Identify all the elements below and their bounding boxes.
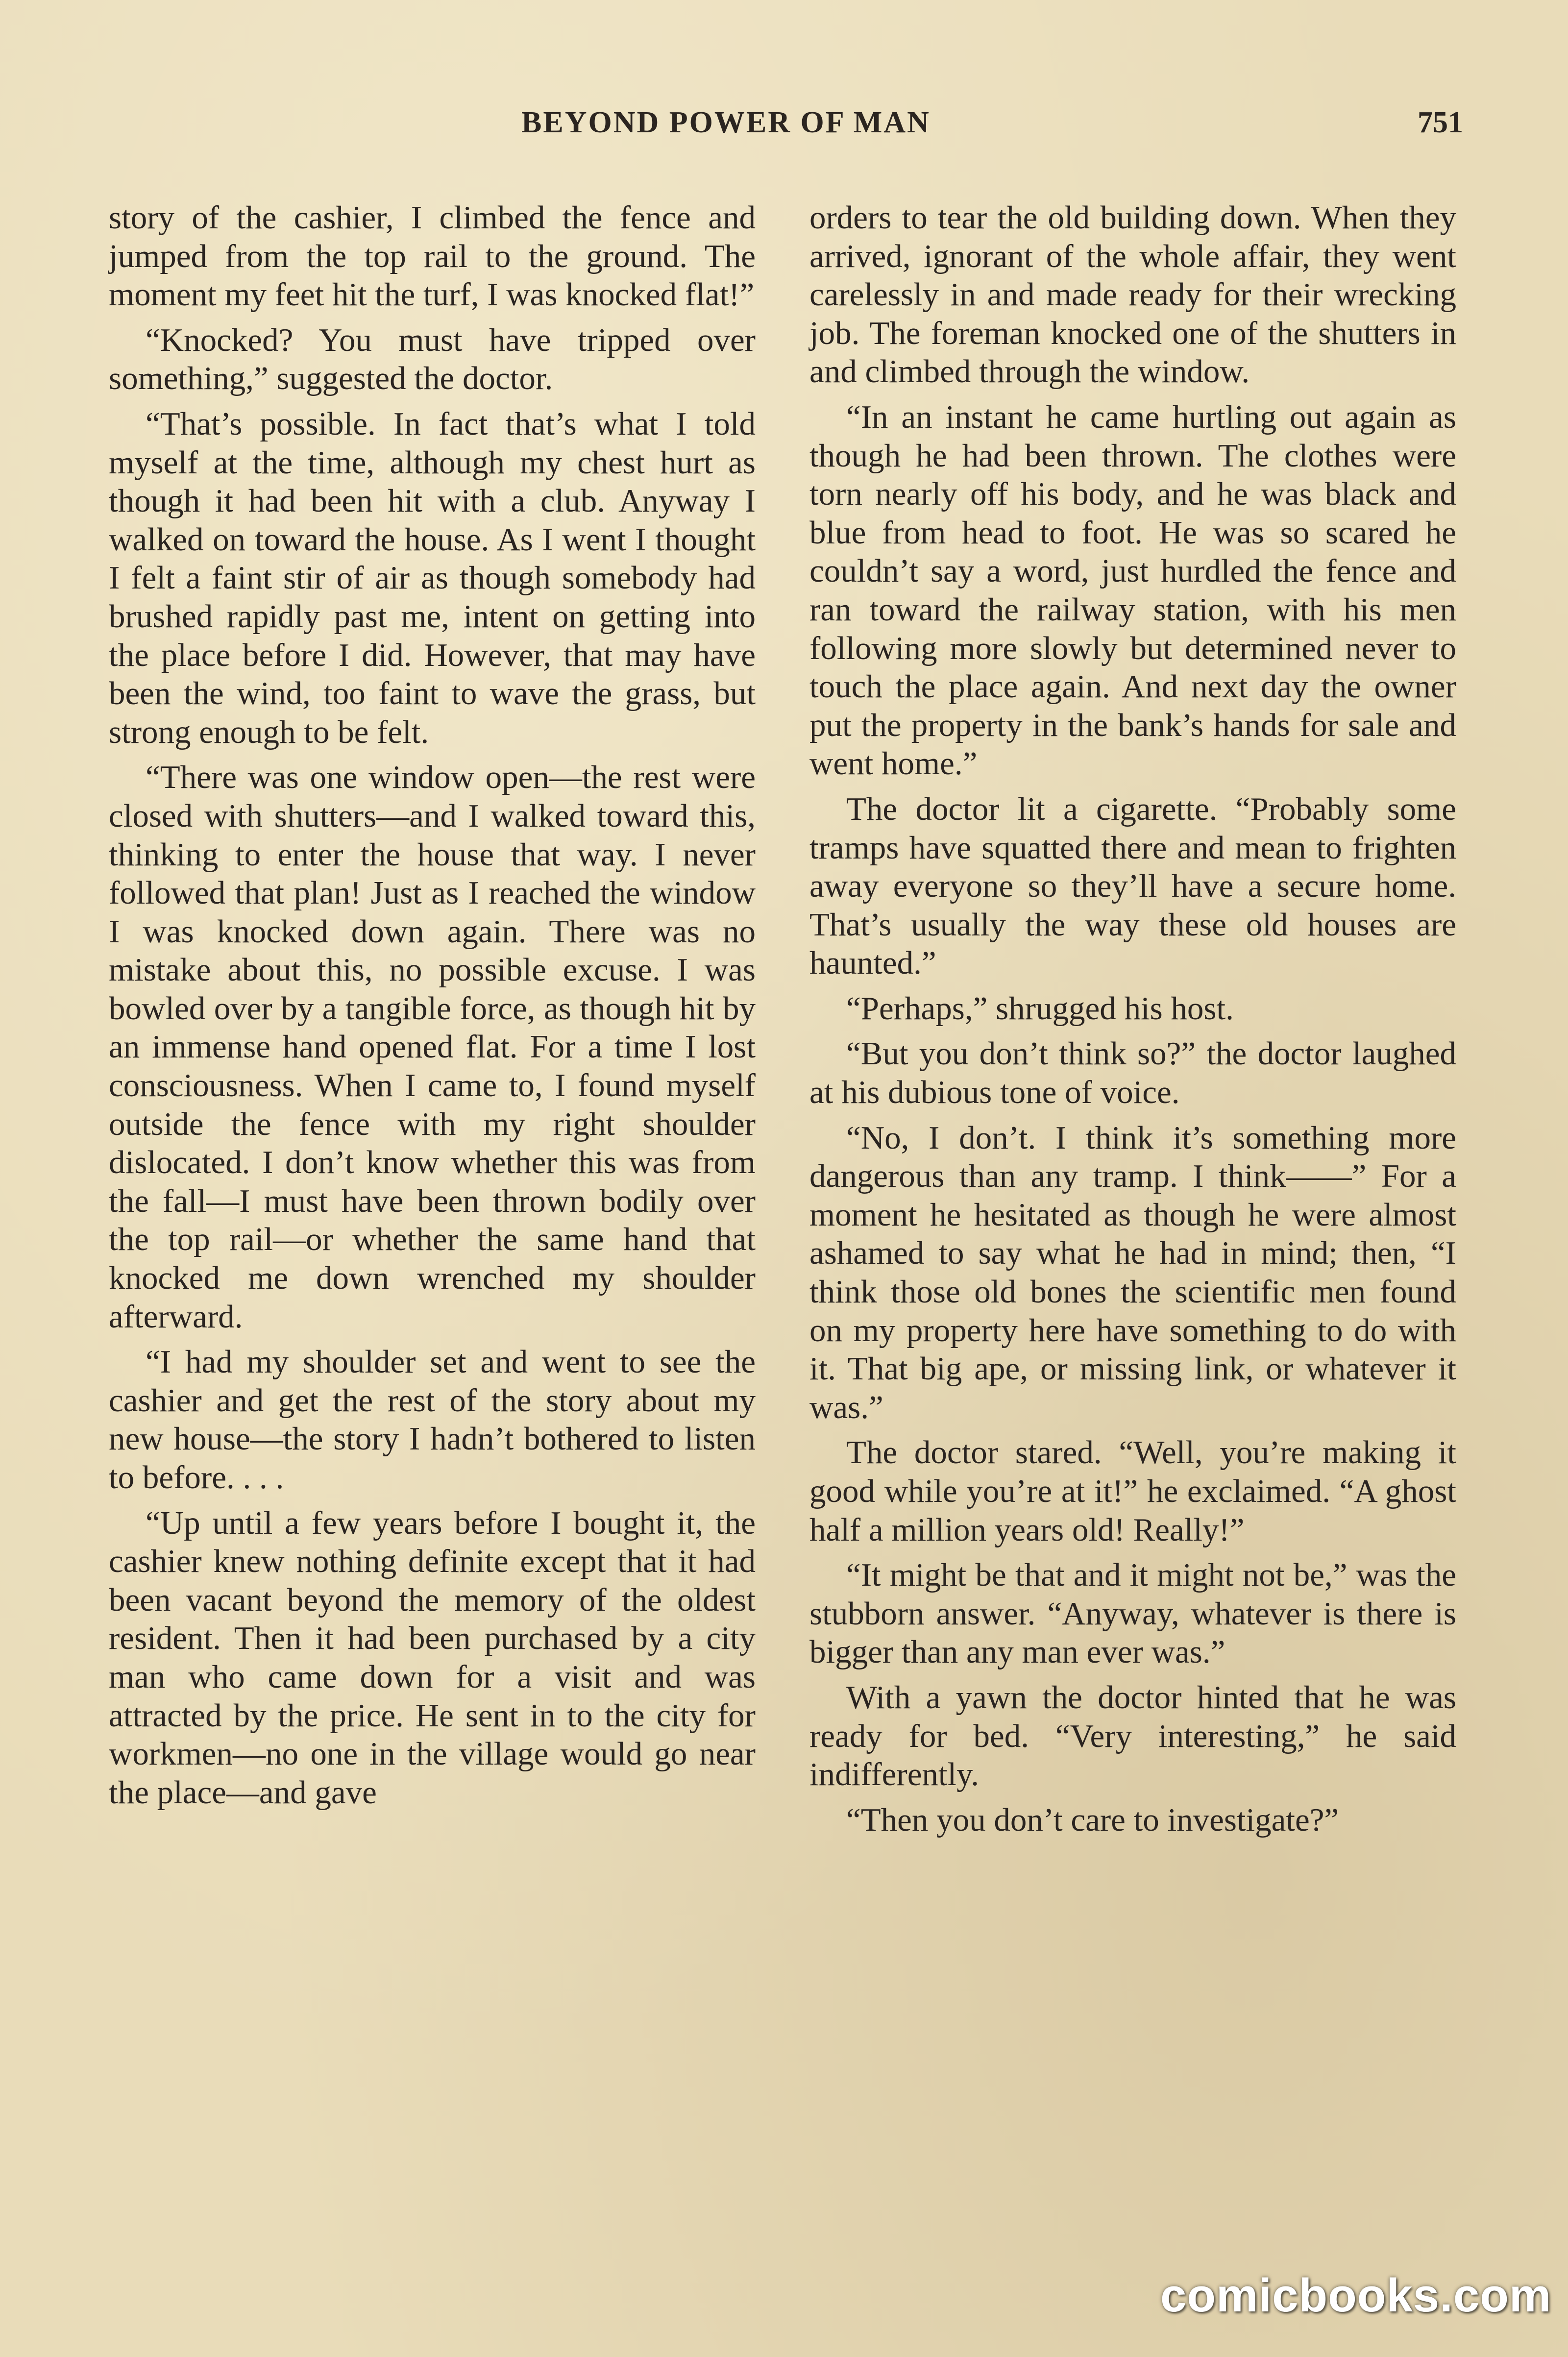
- paragraph: “In an instant he came hurtling out again as though he had been thrown. The clothes were torn nearly off his body, and he was black and blue from head to foot. He was so scared he couldn’t say a word, just hurdled the fence and ran toward the railway station, with his men following more slowly but determined never to touch the place again. And next day the owner put the property in the bank’s hands for sale and went home.”: [809, 398, 1456, 782]
- paragraph: “No, I don’t. I think it’s something more dangerous than any tramp. I think——” For a moment he hesitated as though he were almost ashamed to say what he had in mind; then, “I think those old bones the scientific men found on my property here have something to do with it. That big ape, or missing link, or whatever it was.”: [809, 1119, 1456, 1425]
- paragraph: orders to tear the old building down. When they arrived, ignorant of the whole affair, they went carelessly in and made ready for their wrecking job. The foreman knocked one of the shutters in and climbed through the window.: [809, 199, 1456, 390]
- paragraph: The doctor lit a cigarette. “Probably some tramps have squatted there and mean to frighten away everyone so they’ll have a secure home. That’s usually the way these old houses are haunted.”: [809, 790, 1456, 982]
- left-column: [109, 198, 756, 1818]
- page-number: 751: [1418, 106, 1463, 139]
- paragraph: “It might be that and it might not be,” was the stubborn answer. “Anyway, whatever is there is bigger than any man ever was.”: [809, 1557, 1456, 1670]
- paragraph: “There was one window open—the rest were closed with shutters—and I walked toward this, thinking to enter the house that way. I never followed that plan! Just as I reached the window I was knocked down again. There was no mistake about this, no possible excuse. I was bowled over by a tangible force, as though hit by an immense hand opened flat. For a time I lost consciousness. When I came to, I found myself outside the fence with my right shoulder dislocated. I don’t know whether this was from the fall—I must have been thrown bodily over the top rail—or whether the same hand that knocked me down wrenched my shoulder afterward.: [109, 759, 756, 1335]
- site-watermark: comicbooks.com: [1160, 2269, 1552, 2322]
- paragraph: The doctor stared. “Well, you’re making it good while you’re at it!” he exclaimed. “A ghost half a million years old! Really!”: [809, 1434, 1456, 1548]
- paragraph: “Up until a few years before I bought it, the cashier knew nothing definite except that it had been vacant beyond the memory of the oldest resident. Then it had been purchased by a city man who came down for a visit and was attracted by the price. He sent in to the city for workmen—no one in the village would go near the place—and gave: [109, 1504, 756, 1811]
- paragraph: “That’s possible. In fact that’s what I told myself at the time, although my chest hurt as though it had been hit with a club. Anyway I walked on toward the house. As I went I thought I felt a faint stir of air as though somebody had brushed rapidly past me, intent on getting into the place before I did. However, that may have been the wind, too faint to wave the grass, but strong enough to be felt.: [109, 405, 756, 750]
- running-header: [110, 105, 1463, 149]
- paragraph: “I had my shoulder set and went to see the cashier and get the rest of the story about my new house—the story I hadn’t bothered to listen to before. . . .: [109, 1344, 756, 1496]
- paragraph: story of the cashier, I climbed the fence and jumped from the top rail to the ground. The moment my feet hit the turf, I was knocked flat!”: [109, 199, 756, 313]
- paragraph: “Knocked? You must have tripped over something,” suggested the doctor.: [109, 321, 756, 397]
- right-column: [809, 198, 1456, 1846]
- paragraph: “Perhaps,” shrugged his host.: [846, 990, 1234, 1027]
- paragraph: “But you don’t think so?” the doctor laughed at his dubious tone of voice.: [809, 1035, 1456, 1111]
- paragraph: “Then you don’t care to investigate?”: [846, 1801, 1339, 1838]
- running-title: BEYOND POWER OF MAN: [521, 106, 931, 139]
- paragraph: With a yawn the doctor hinted that he was ready for bed. “Very interesting,” he said indifferently.: [809, 1679, 1456, 1793]
